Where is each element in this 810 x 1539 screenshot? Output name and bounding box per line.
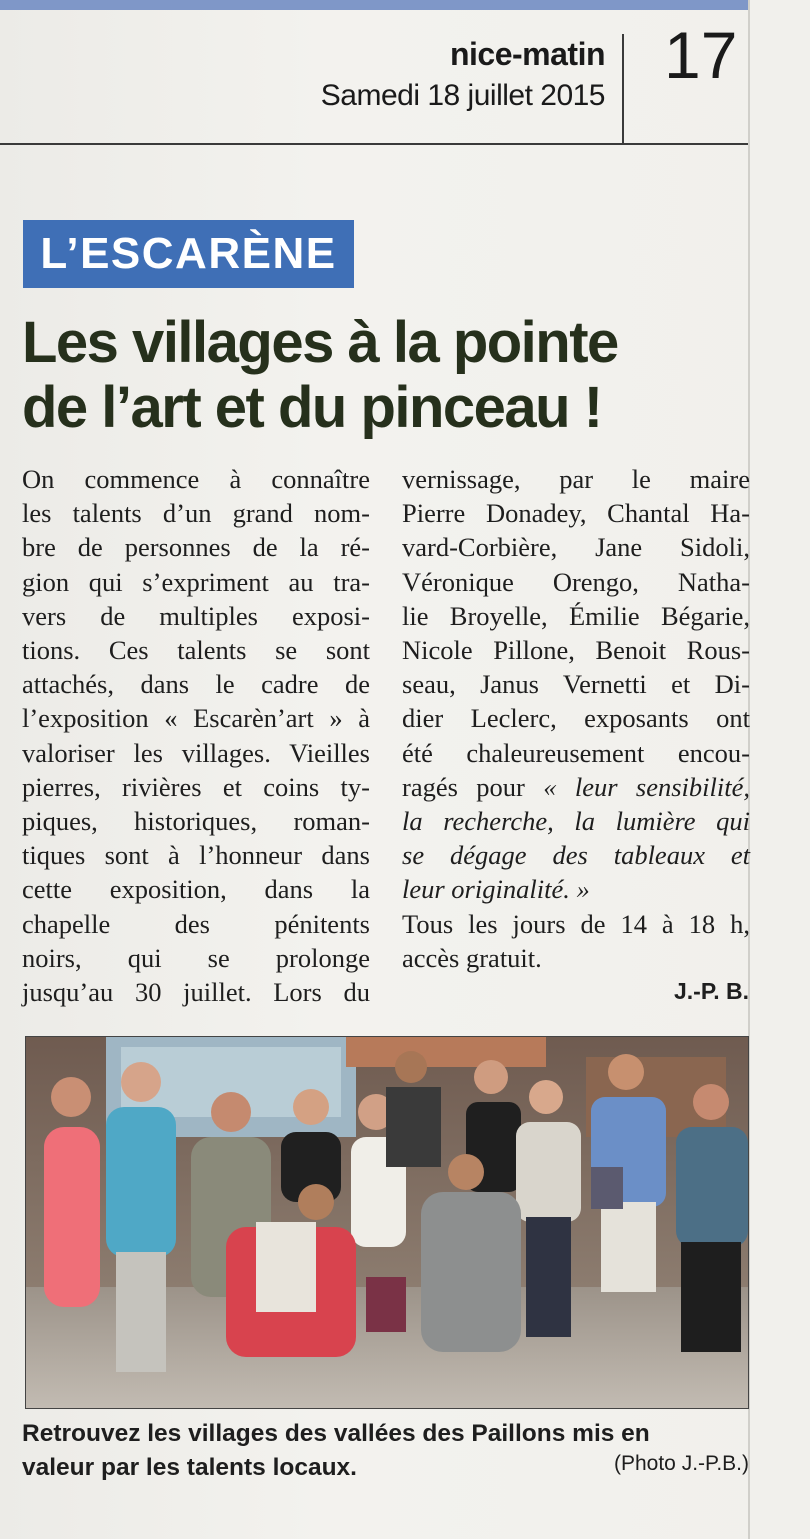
top-color-bar bbox=[0, 0, 750, 10]
header-divider bbox=[622, 34, 624, 143]
article-column-1 bbox=[22, 462, 370, 1009]
text-line: vernissage, par le maire bbox=[402, 464, 750, 494]
group-photo-illustration bbox=[26, 1037, 748, 1408]
text-line: Tous les jours de 14 à 18 h, bbox=[402, 908, 750, 939]
text-line: noirs, qui se prolonge bbox=[22, 942, 370, 973]
author-byline: J.-P. B. bbox=[674, 978, 749, 1004]
text-line: chapelle des pénitents bbox=[22, 908, 370, 939]
text-line: vard-Corbière, Jane Sidoli, bbox=[402, 532, 750, 563]
section-label: L’ESCARÈNE bbox=[40, 229, 337, 278]
headline-line: Les villages à la pointe bbox=[22, 310, 618, 375]
text-line: attachés, dans le cadre de bbox=[22, 669, 370, 700]
quote-line: la recherche, la lumière qui bbox=[402, 806, 750, 837]
text-line: les talents d’un grand nom- bbox=[22, 498, 370, 529]
caption-line: valeur par les talents locaux. bbox=[22, 1454, 357, 1481]
text-line: seau, Janus Vernetti et Di- bbox=[402, 669, 750, 700]
text-line: vers de multiples exposi- bbox=[22, 600, 370, 631]
section-tag bbox=[23, 220, 354, 288]
article-headline bbox=[22, 310, 742, 440]
caption-line: Retrouvez les villages des vallées des Paillons mis en bbox=[22, 1420, 650, 1447]
text-line: Nicole Pillone, Benoit Rous- bbox=[402, 635, 750, 666]
quote-line: se dégage des tableaux et bbox=[402, 840, 750, 871]
text-line: On commence à connaître bbox=[22, 464, 370, 494]
group-photo bbox=[25, 1036, 749, 1409]
text-line: piques, historiques, roman- bbox=[22, 806, 370, 837]
quote-line: leur originalité. » bbox=[402, 874, 590, 905]
text-line: Véronique Orengo, Natha- bbox=[402, 566, 750, 597]
text-line: valoriser les villages. Vieilles bbox=[22, 737, 370, 768]
text-line: pierres, rivières et coins ty- bbox=[22, 771, 370, 802]
text-line: accès gratuit. bbox=[402, 942, 542, 973]
article-column-2 bbox=[402, 462, 750, 975]
publication-date: Samedi 18 juillet 2015 bbox=[320, 79, 605, 112]
text-line: tiques sont à l’honneur dans bbox=[22, 840, 370, 871]
text-line: cette exposition, dans la bbox=[22, 874, 370, 905]
quote-lead: ragés pour bbox=[402, 771, 544, 802]
paper-name: nice-matin bbox=[449, 36, 605, 72]
text-line: Pierre Donadey, Chantal Ha- bbox=[402, 498, 750, 529]
text-line: dier Leclerc, exposants ont bbox=[402, 703, 750, 734]
quote-text: « leur sensibilité, bbox=[543, 771, 750, 802]
text-line: bre de personnes de la ré- bbox=[22, 532, 370, 563]
headline-line: de l’art et du pinceau ! bbox=[22, 375, 602, 440]
text-line: été chaleureusement encou- bbox=[402, 737, 750, 768]
text-line: l’exposition « Escarèn’art » à bbox=[22, 703, 370, 734]
header-rule bbox=[0, 143, 748, 145]
text-line: tions. Ces talents se sont bbox=[22, 635, 370, 666]
text-line: gion qui s’expriment au tra- bbox=[22, 566, 370, 597]
photo-credit: (Photo J.-P.B.) bbox=[613, 1452, 749, 1475]
quote-line bbox=[402, 770, 750, 804]
text-line: lie Broyelle, Émilie Bégarie, bbox=[402, 600, 750, 631]
text-line: jusqu’au 30 juillet. Lors du bbox=[22, 977, 370, 1008]
page-number: 17 bbox=[664, 18, 738, 92]
